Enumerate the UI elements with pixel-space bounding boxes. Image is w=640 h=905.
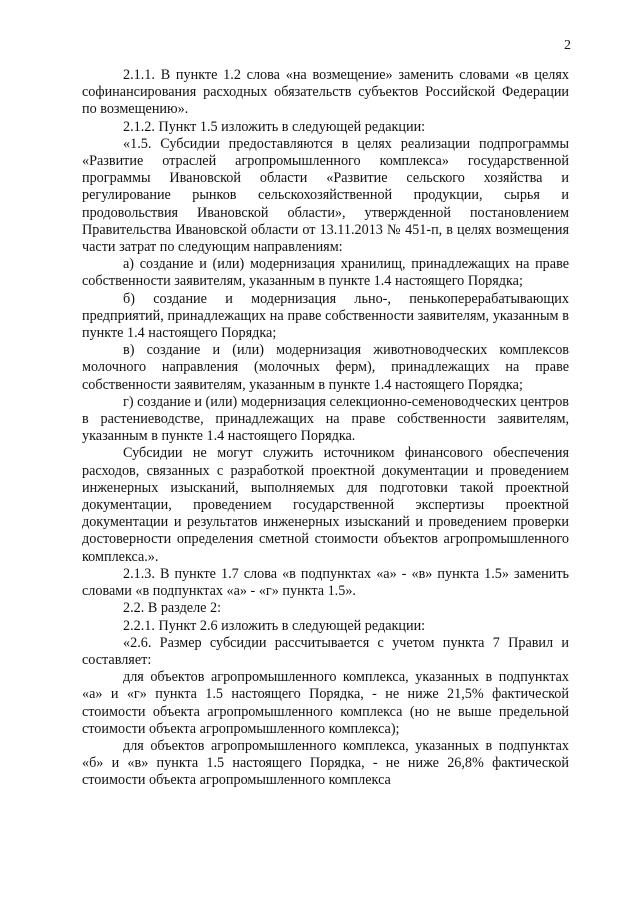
list-item-v: в) создание и (или) модернизация животноводческих комплексов молочного направления (молочных ферм), принадлежащих на праве собственности заявителям, указанным в пункте 1.4 настоящего Порядка; bbox=[82, 342, 569, 393]
paragraph-2-1-1: 2.1.1. В пункте 1.2 слова «на возмещение» заменить словами «в целях софинансирования расходных обязательств субъектов Российской Федерации по возмещению». bbox=[82, 67, 569, 118]
list-item-g: г) создание и (или) модернизация селекционно-семеноводческих центров в растениеводстве, принадлежащих на праве собственности заявителям, указанным в пункте 1.4 настоящего Порядка. bbox=[82, 393, 569, 445]
page-number: 2 bbox=[564, 38, 571, 53]
paragraph-subsidies-restriction: Субсидии не могут служить источником финансового обеспечения расходов, связанных с разработкой проектной документации и проведением инженерных изысканий, выполняемых для подготовки такой проектной документации, проведением государственной экспертизы проектной документации и результатов инженерных изысканий и проведением проверки достоверности определения сметной стоимости объектов агропромышленного комплекса.». bbox=[82, 445, 569, 565]
document-body bbox=[82, 67, 569, 790]
list-item-a: а) создание и (или) модернизация хранилищ, принадлежащих на праве собственности заявителям, указанным в пункте 1.4 настоящего Порядка; bbox=[82, 256, 569, 290]
paragraph-rate-a-g: для объектов агропромышленного комплекса, указанных в подпунктах «а» и «г» пункта 1.5 настоящего Порядка, - не ниже 21,5% фактической стоимости объекта агропромышленного комплекса (но не выше предельной стоимости объекта агропромышленного комплекса); bbox=[82, 669, 569, 737]
paragraph-2-2-1: 2.2.1. Пункт 2.6 изложить в следующей редакции: bbox=[123, 617, 426, 634]
list-item-b: б) создание и модернизация льно-, пенькоперерабатывающих предприятий, принадлежащих на праве собственности заявителям, указанным в пункте 1.4 настоящего Порядка; bbox=[82, 290, 569, 342]
paragraph-1-5: «1.5. Субсидии предоставляются в целях реализации подпрограммы «Развитие отраслей агропромышленного комплекса» государственной программы Ивановской области «Развитие сельского хозяйства и регулирование рынков сельскохозяйственной продукции, сырья и продовольствия Ивановской области», утвержденной постановлением Правительства Ивановской области от 13.11.2013 № 451-п, в целях возмещения части затрат по следующим направлениям: bbox=[82, 135, 569, 256]
paragraph-2-1-2: 2.1.2. Пункт 1.5 изложить в следующей редакции: bbox=[123, 118, 426, 135]
paragraph-2-6: «2.6. Размер субсидии рассчитывается с учетом пункта 7 Правил и составляет: bbox=[82, 634, 569, 668]
paragraph-2-2: 2.2. В разделе 2: bbox=[123, 600, 222, 617]
paragraph-rate-b-v: для объектов агропромышленного комплекса, указанных в подпунктах «б» и «в» пункта 1.5 настоящего Порядка, - не ниже 26,8% фактической стоимости объекта агропромышленного комплекса bbox=[82, 737, 569, 789]
paragraph-2-1-3: 2.1.3. В пункте 1.7 слова «в подпунктах «а» - «в» пункта 1.5» заменить словами «в подпунктах «а» - «г» пункта 1.5». bbox=[82, 565, 569, 600]
